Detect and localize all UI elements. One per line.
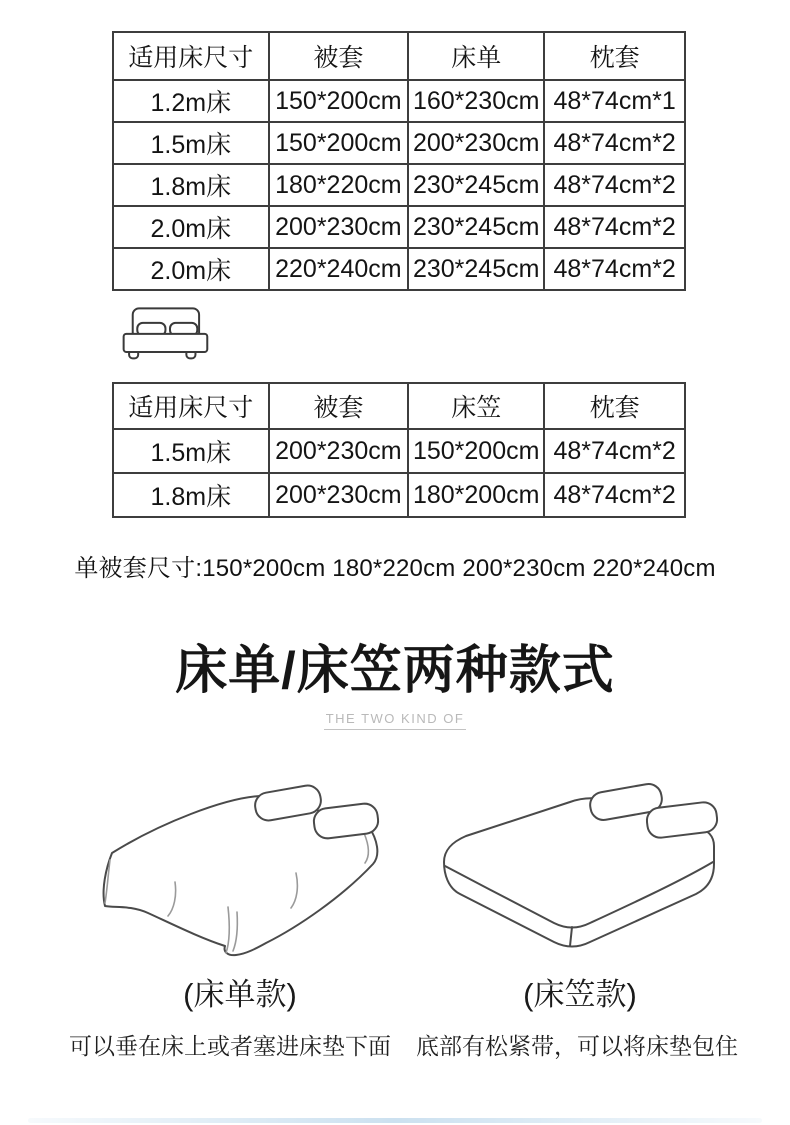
table-cell: 200*230cm	[269, 206, 409, 248]
header-flat-sheet: 床单	[408, 32, 544, 80]
table-cell: 150*200cm	[269, 122, 409, 164]
sheet-style-label: (床单款)	[183, 977, 297, 1012]
table-cell: 48*74cm*2	[544, 429, 685, 473]
table-cell: 230*245cm	[408, 248, 544, 290]
header-fitted-sheet: 床笠	[408, 383, 544, 429]
table-cell: 48*74cm*2	[544, 164, 685, 206]
table-row	[113, 206, 685, 248]
table-cell: 200*230cm	[408, 122, 544, 164]
table-cell: 48*74cm*2	[544, 473, 685, 517]
size-table-fitted	[112, 382, 686, 518]
size-table-sheet	[112, 31, 686, 291]
table-cell: 180*220cm	[269, 164, 409, 206]
table-row	[113, 248, 685, 290]
header-bed-size: 适用床尺寸	[113, 32, 269, 80]
table-cell: 2.0m床	[113, 248, 269, 290]
table-cell: 180*200cm	[408, 473, 544, 517]
header-duvet-cover: 被套	[269, 32, 409, 80]
table-cell: 1.5m床	[113, 122, 269, 164]
table-row	[113, 80, 685, 122]
bed-icon	[110, 300, 210, 369]
sheet-style-description: 可以垂在床上或者塞进床垫下面	[69, 1033, 391, 1059]
table-cell: 200*230cm	[269, 429, 409, 473]
note-duvet-sizes: 单被套尺寸:150*200cm 180*220cm 200*230cm 220*240cm	[74, 555, 716, 582]
table-cell: 160*230cm	[408, 80, 544, 122]
fitted-style-label: (床笠款)	[523, 977, 637, 1012]
table-cell: 230*245cm	[408, 206, 544, 248]
fitted-sheet-drawing	[424, 762, 754, 972]
table-row	[113, 164, 685, 206]
table-cell: 48*74cm*2	[544, 248, 685, 290]
table-header-row	[113, 32, 685, 80]
table-cell: 48*74cm*2	[544, 206, 685, 248]
table-cell: 2.0m床	[113, 206, 269, 248]
table-row	[113, 473, 685, 517]
table-cell: 150*200cm	[408, 429, 544, 473]
table-cell: 230*245cm	[408, 164, 544, 206]
table-cell: 1.8m床	[113, 164, 269, 206]
table-cell: 1.5m床	[113, 429, 269, 473]
table-cell: 1.8m床	[113, 473, 269, 517]
section-title: 床单/床笠两种款式	[175, 642, 615, 700]
fitted-style-description: 底部有松紧带，可以将床垫包住	[416, 1033, 738, 1059]
table-cell: 150*200cm	[269, 80, 409, 122]
header-bed-size: 适用床尺寸	[113, 383, 269, 429]
table-cell: 48*74cm*2	[544, 122, 685, 164]
section-subtitle-row	[0, 710, 790, 730]
table-cell: 200*230cm	[269, 473, 409, 517]
table-row	[113, 122, 685, 164]
header-duvet-cover: 被套	[269, 383, 409, 429]
flat-sheet-drawing	[60, 763, 405, 973]
header-pillowcase: 枕套	[544, 383, 685, 429]
section-subtitle: THE TWO KIND OF	[324, 711, 467, 730]
table-cell: 1.2m床	[113, 80, 269, 122]
table-cell: 48*74cm*1	[544, 80, 685, 122]
table-row	[113, 429, 685, 473]
header-pillowcase: 枕套	[544, 32, 685, 80]
table-cell: 220*240cm	[269, 248, 409, 290]
table-header-row	[113, 383, 685, 429]
bottom-accent-bar	[28, 1118, 762, 1123]
